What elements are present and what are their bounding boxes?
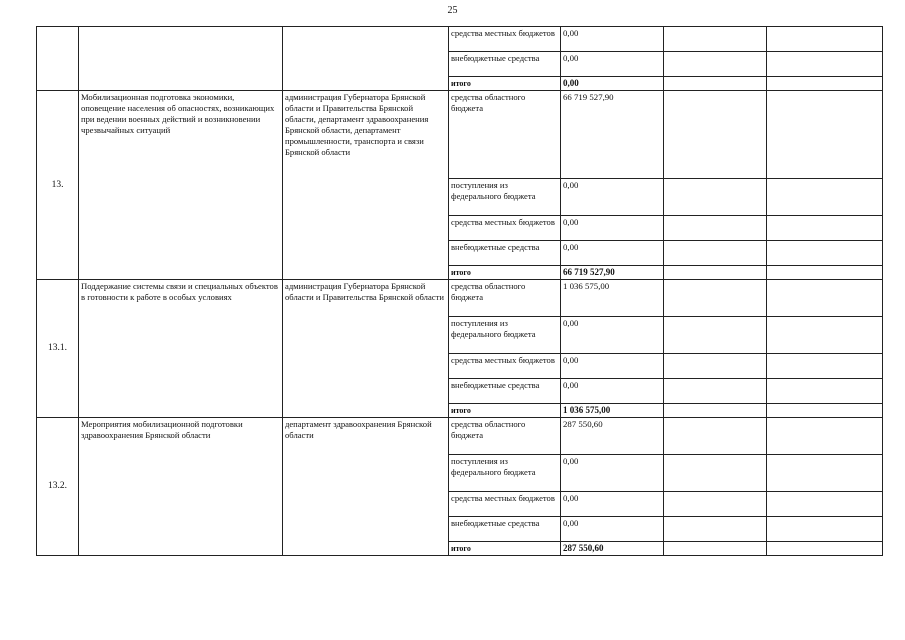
source-federal: поступления из федерального бюджета [449,317,561,354]
source-total: итого [449,77,561,91]
amount-offbudget: 0,00 [561,517,664,542]
source-offbudget: внебюджетные средства [449,241,561,266]
table-row [37,91,883,179]
executor-cell: администрация Губернатора Брянской области и Правительства Брянской области, департамент здравоохранения Брянской области, департамент промышленности, транспорта и связи Брянской области [283,91,449,280]
empty-cell [767,27,883,52]
amount-local: 0,00 [561,354,664,379]
row-number-cell: 13.1. [37,280,79,418]
empty-cell [767,455,883,492]
empty-cell [767,179,883,216]
empty-cell [664,179,767,216]
empty-cell [767,77,883,91]
amount-local: 0,00 [561,492,664,517]
source-regional: средства областного бюджета [449,91,561,179]
source-regional: средства областного бюджета [449,280,561,317]
activity-name-cell [79,27,283,91]
amount-regional: 287 550,60 [561,418,664,455]
empty-cell [767,418,883,455]
row-number-cell: 13. [37,91,79,280]
amount-total: 1 036 575,00 [561,404,664,418]
source-federal: поступления из федерального бюджета [449,179,561,216]
source-total: итого [449,266,561,280]
executor-cell: департамент здравоохранения Брянской области [283,418,449,556]
empty-cell [664,379,767,404]
source-local: средства местных бюджетов [449,27,561,52]
amount-federal: 0,00 [561,179,664,216]
source-total: итого [449,542,561,556]
empty-cell [664,317,767,354]
amount-total: 0,00 [561,77,664,91]
empty-cell [767,52,883,77]
empty-cell [664,280,767,317]
empty-cell [664,492,767,517]
activity-name-cell: Мобилизационная подготовка экономики, оповещение населения об опасностях, возникающих при ведении военных действий и возникновении чрезвычайных ситуаций [79,91,283,280]
empty-cell [664,241,767,266]
source-offbudget: внебюджетные средства [449,517,561,542]
empty-cell [767,266,883,280]
activity-name-cell: Поддержание системы связи и специальных объектов в готовности к работе в особых условиях [79,280,283,418]
empty-cell [767,517,883,542]
table-row [37,418,883,455]
amount-total: 66 719 527,90 [561,266,664,280]
amount-federal: 0,00 [561,317,664,354]
executor-cell: администрация Губернатора Брянской области и Правительства Брянской области [283,280,449,418]
table-row [37,27,883,52]
amount-local: 0,00 [561,216,664,241]
empty-cell [767,379,883,404]
empty-cell [767,280,883,317]
activity-name-cell: Мероприятия мобилизационной подготовки здравоохранения Брянской области [79,418,283,556]
empty-cell [664,27,767,52]
executor-cell [283,27,449,91]
amount-regional: 1 036 575,00 [561,280,664,317]
amount-regional: 66 719 527,90 [561,91,664,179]
row-number-cell: 13.2. [37,418,79,556]
empty-cell [767,404,883,418]
empty-cell [767,317,883,354]
source-total: итого [449,404,561,418]
empty-cell [767,542,883,556]
source-federal: поступления из федерального бюджета [449,455,561,492]
empty-cell [767,241,883,266]
empty-cell [664,404,767,418]
empty-cell [767,354,883,379]
empty-cell [664,542,767,556]
source-offbudget: внебюджетные средства [449,52,561,77]
amount-federal: 0,00 [561,455,664,492]
page-number: 25 [447,5,458,16]
source-regional: средства областного бюджета [449,418,561,455]
amount-offbudget: 0,00 [561,379,664,404]
empty-cell [664,266,767,280]
amount-local: 0,00 [561,27,664,52]
empty-cell [664,418,767,455]
empty-cell [664,216,767,241]
source-local: средства местных бюджетов [449,216,561,241]
source-local: средства местных бюджетов [449,492,561,517]
amount-offbudget: 0,00 [561,52,664,77]
source-local: средства местных бюджетов [449,354,561,379]
table-row [37,280,883,317]
amount-total: 287 550,60 [561,542,664,556]
empty-cell [664,455,767,492]
empty-cell [664,91,767,179]
empty-cell [767,91,883,179]
empty-cell [664,354,767,379]
empty-cell [664,77,767,91]
empty-cell [664,517,767,542]
source-offbudget: внебюджетные средства [449,379,561,404]
empty-cell [767,492,883,517]
empty-cell [767,216,883,241]
empty-cell [664,52,767,77]
amount-offbudget: 0,00 [561,241,664,266]
budget-table [36,26,883,556]
row-number-cell [37,27,79,91]
